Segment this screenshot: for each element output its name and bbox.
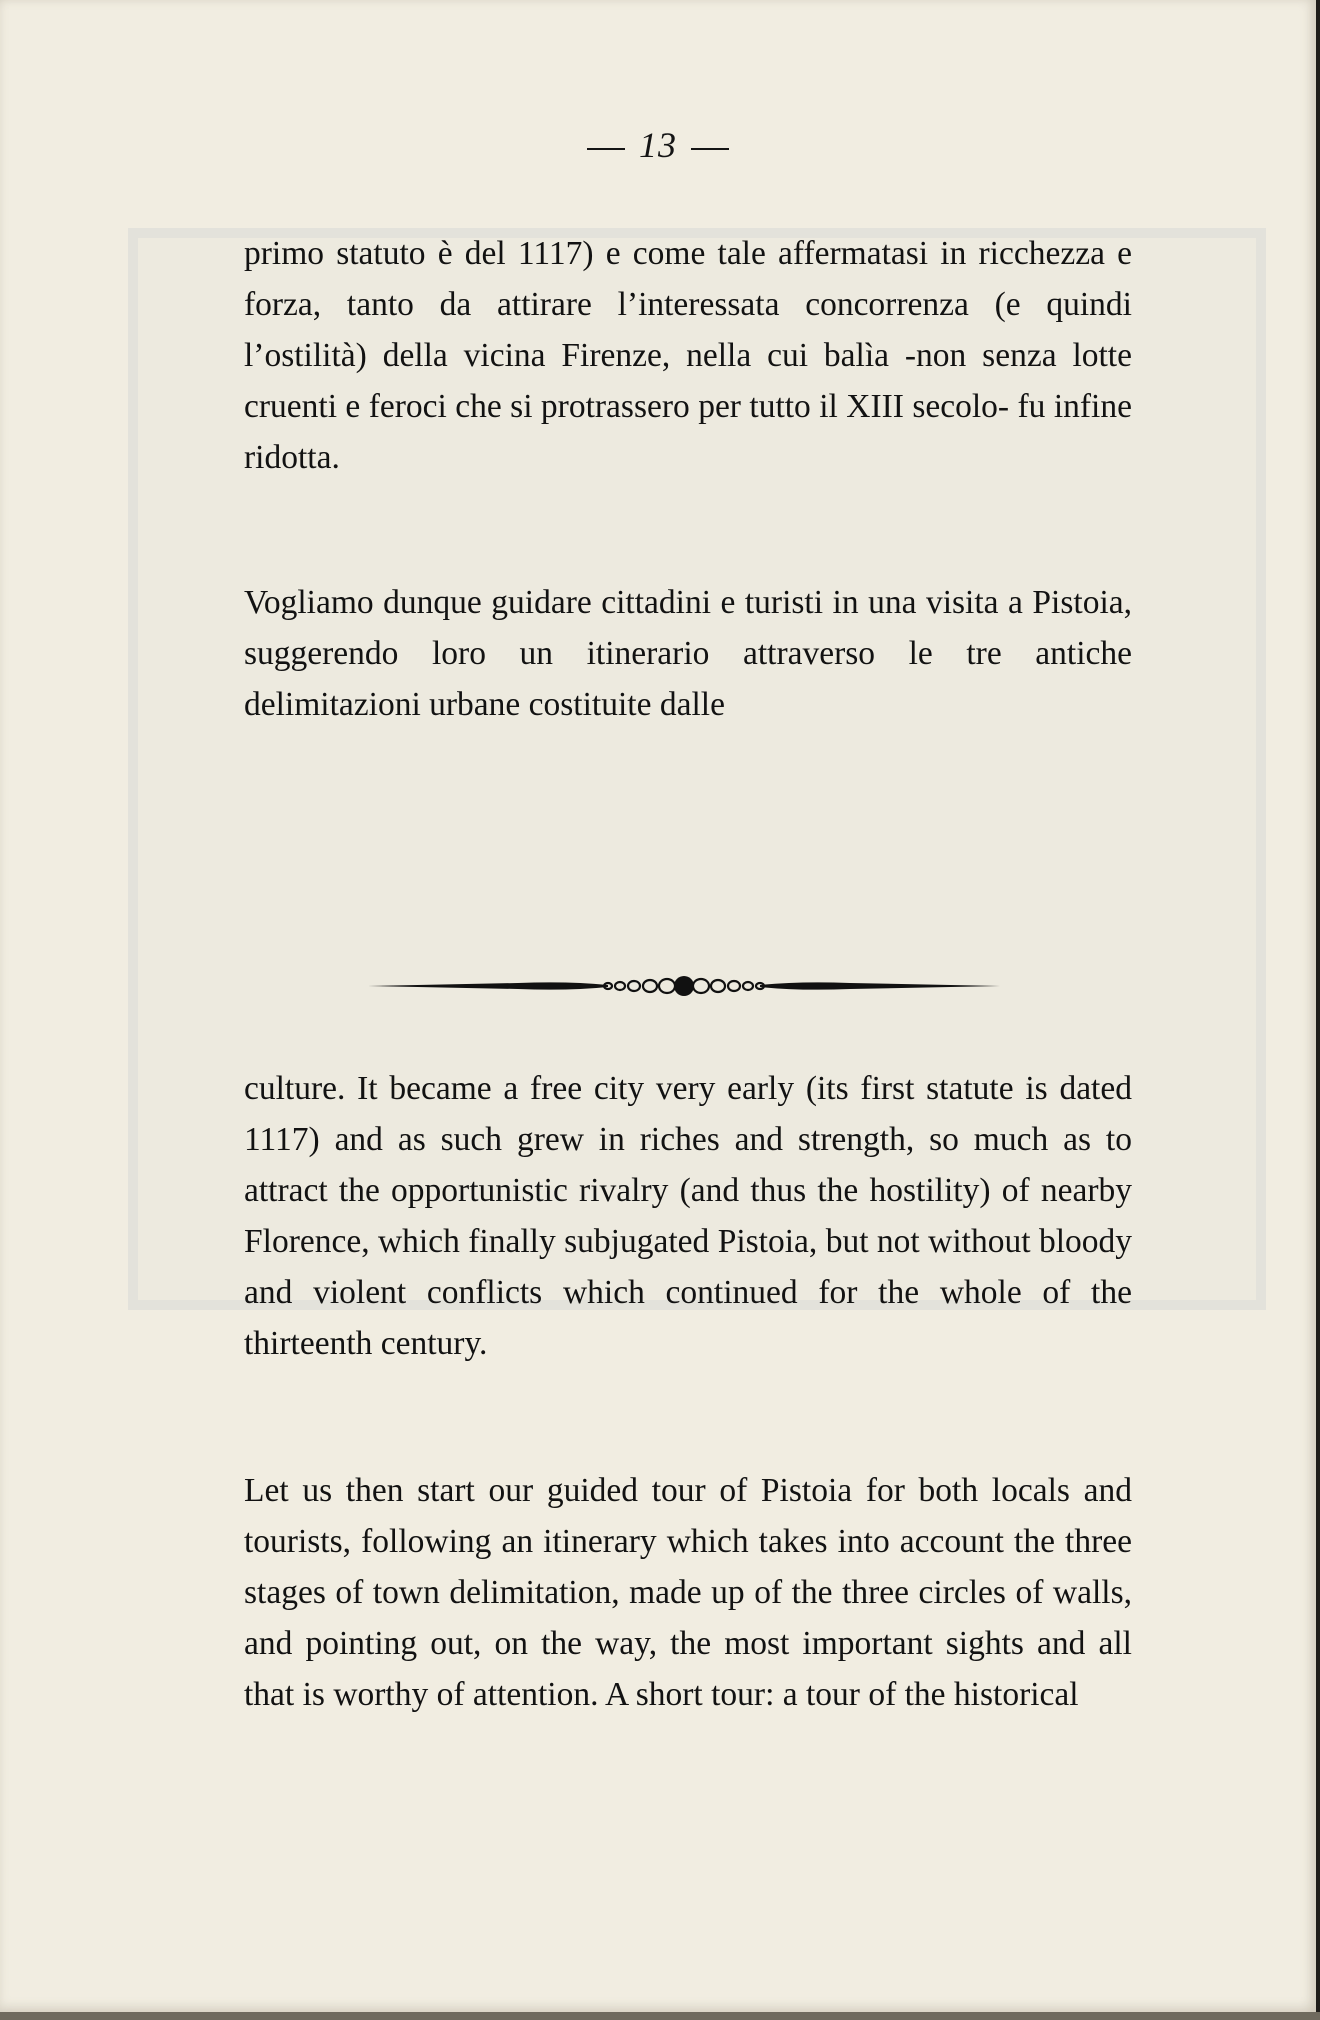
page-edge-bottom (0, 2012, 1320, 2020)
english-paragraph-1 (244, 1063, 1132, 1369)
english-paragraph-2 (244, 1465, 1132, 1720)
italian-paragraph-1-text: primo statuto è del 1117) e come tale affermatasi in ricchezza e forza, tanto da attirare l’interessata concorrenza (e quindi l’ostilità) della vicina Firenze, nella cui balìa -non senza lotte cruenti e feroci che si protrassero per tutto il XIII secolo- fu infine ridotta. (244, 235, 1132, 476)
page-number-value: 13 (639, 125, 677, 165)
english-paragraph-1-text: culture. It became a free city very early (its first statute is dated 1117) and as such grew in riches and strength, so much as to attract the opportunistic rivalry (and thus the hostility) of nearby Florence, which finally subjugated Pistoia, but not without bloody and violent conflicts which continued for the whole of the thirteenth century. (244, 1070, 1132, 1362)
page-number (0, 124, 1316, 166)
page-edge-right (1316, 0, 1320, 2020)
italian-paragraph-2-text: Vogliamo dunque guidare cittadini e turisti in una visita a Pistoia, suggerendo loro un itinerario attraverso le tre antiche delimitazioni urbane costituite dalle (244, 584, 1132, 723)
italian-paragraph-1 (244, 228, 1132, 483)
ornament-divider-icon (368, 964, 1000, 1008)
folio-dash-left (587, 148, 625, 150)
folio-dash-right (691, 148, 729, 150)
english-paragraph-2-text: Let us then start our guided tour of Pistoia for both locals and tourists, following an itinerary which takes into account the three stages of town delimitation, made up of the three circles of walls, and pointing out, on the way, the most important sights and all that is worthy of attention. A short tour: a tour of the historical (244, 1472, 1132, 1713)
italian-paragraph-2 (244, 577, 1132, 730)
